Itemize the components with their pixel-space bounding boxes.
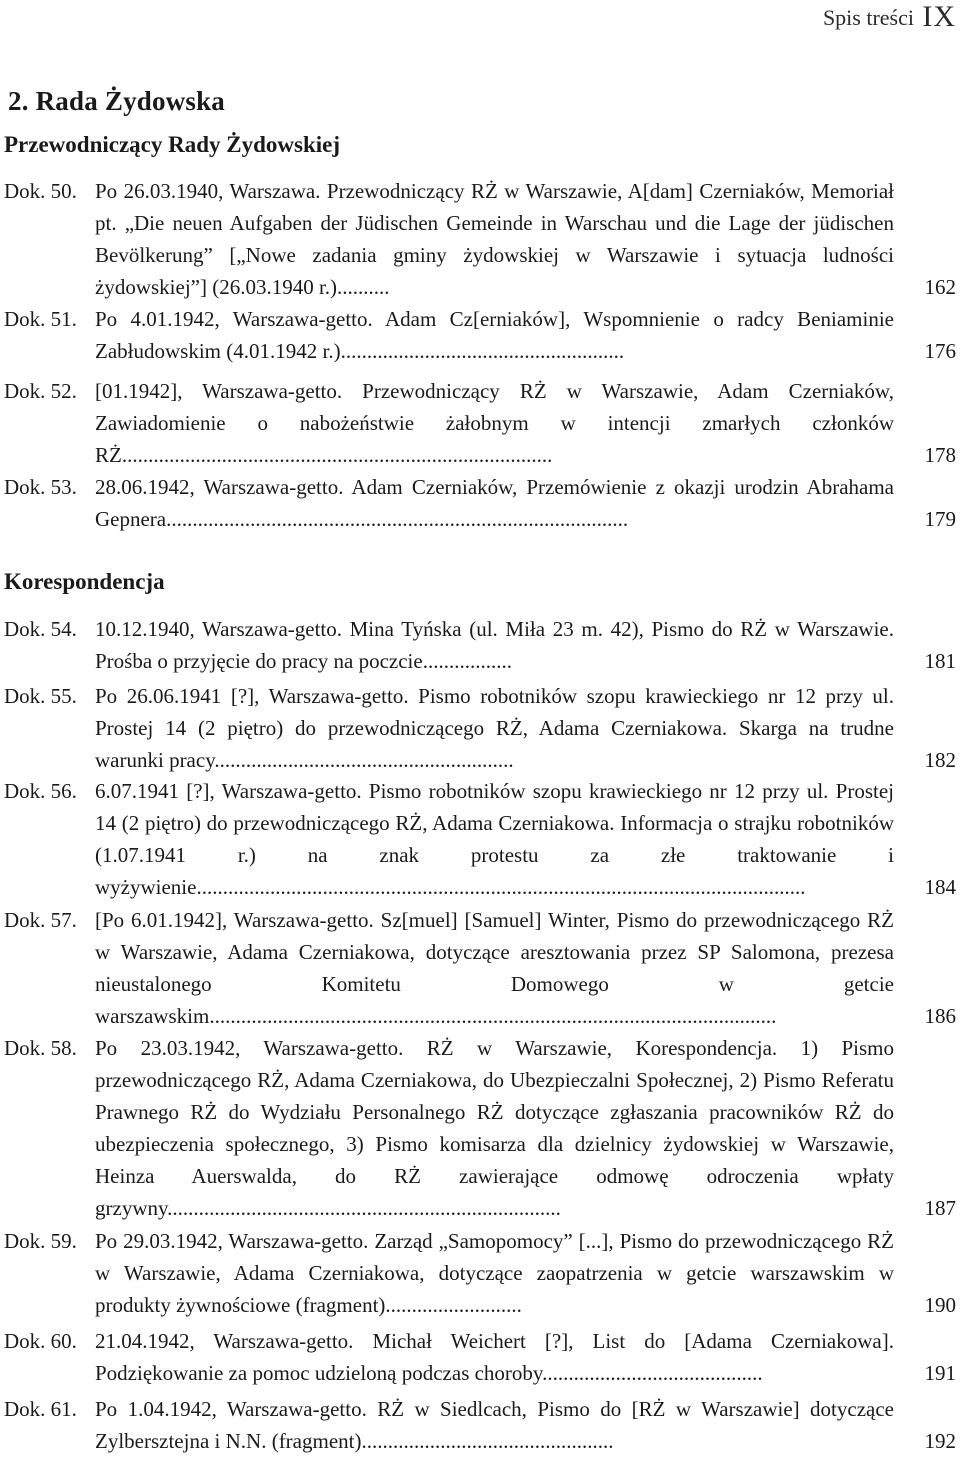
- toc-entry-dok-51: Dok. 51. Po 4.01.1942, Warszawa-getto. Adam Cz[erniaków], Wspomnienie o radcy Beniaminie Zabłudowskim (4.01.1942 r.)...................................................... 176: [4, 303, 956, 367]
- entry-page-number: 191: [924, 1361, 956, 1385]
- entry-text: 21.04.1942, Warszawa-getto. Michał Weichert [?], List do [Adama Czerniakowa]. Podziękowanie za pomoc udzieloną podczas choroby: [95, 1329, 894, 1385]
- toc-entry-dok-54: Dok. 54. 10.12.1940, Warszawa-getto. Mina Tyńska (ul. Miła 23 m. 42), Pismo do RŻ w Warszawie. Prośba o przyjęcie do pracy na poczcie................. 181: [4, 613, 956, 677]
- toc-entry-dok-50: Dok. 50. Po 26.03.1940, Warszawa. Przewodniczący RŻ w Warszawie, A[dam] Czerniaków, Memoriał pt. „Die neuen Aufgaben der Jüdischen Gemeinde in Warschau und die Lage der jüdischen Bevölkerung” [„Nowe zadania gminy żydowskiej w Warszawie i sytuacja ludności żydowskiej”] (26.03.1940 r.).......... 162: [4, 175, 956, 303]
- entry-text: [01.1942], Warszawa-getto. Przewodniczący RŻ w Warszawie, Adam Czerniaków, Zawiadomienie o nabożeństwie żałobnym w intencji zmarłych członków RŻ: [95, 379, 894, 467]
- toc-entry-dok-61: Dok. 61. Po 1.04.1942, Warszawa-getto. RŻ w Siedlcach, Pismo do [RŻ w Warszawie] dotyczące Zylbersztejna i N.N. (fragment)................................................ 192: [4, 1393, 956, 1457]
- toc-entry-dok-59: Dok. 59. Po 29.03.1942, Warszawa-getto. Zarząd „Samopomocy” [...], Pismo do przewodniczącego RŻ w Warszawie, Adama Czerniakowa, dotyczące zaopatrzenia w getcie warszawskim w produkty żywnościowe (fragment).......................... 190: [4, 1225, 956, 1321]
- page-header: [0, 0, 960, 40]
- entry-text: Po 23.03.1942, Warszawa-getto. RŻ w Warszawie, Korespondencja. 1) Pismo przewodniczącego RŻ, Adama Czerniakowa, do Ubezpieczalni Społecznej, 2) Pismo Referatu Prawnego RŻ do Wydziału Personalnego RŻ dotyczące zgłaszania pracowników RŻ do ubezpieczenia społecznego, 3) Pismo komisarza dla dzielnicy żydowskiej w Warszawie, Heinza Auerswalda, do RŻ zawierające odmowę odroczenia wpłaty grzywny: [95, 1036, 894, 1220]
- toc-entry-dok-58: Dok. 58. Po 23.03.1942, Warszawa-getto. RŻ w Warszawie, Korespondencja. 1) Pismo przewodniczącego RŻ, Adama Czerniakowa, do Ubezpieczalni Społecznej, 2) Pismo Referatu Prawnego RŻ do Wydziału Personalnego RŻ dotyczące zgłaszania pracowników RŻ do ubezpieczenia społecznego, 3) Pismo komisarza dla dzielnicy żydowskiej w Warszawie, Heinza Auerswalda, do RŻ zawierające odmowę odroczenia wpłaty grzywny........................................................................... 187: [4, 1032, 956, 1224]
- entry-page-number: 187: [924, 1196, 956, 1220]
- entry-page-number: 182: [924, 748, 956, 772]
- entry-page-number: 176: [924, 339, 956, 363]
- toc-entry-dok-57: Dok. 57. [Po 6.01.1942], Warszawa-getto. Sz[muel] [Samuel] Winter, Pismo do przewodniczącego RŻ w Warszawie, Adama Czerniakowa, dotyczące aresztowania przez SP Salomona, prezesa nieustalonego Komitetu Domowego w getcie warszawskim............................................................................................................ 186: [4, 904, 956, 1032]
- entry-label: Dok. 52.: [4, 379, 77, 403]
- entry-label: Dok. 60.: [4, 1329, 77, 1353]
- entry-text: Po 1.04.1942, Warszawa-getto. RŻ w Siedlcach, Pismo do [RŻ w Warszawie] dotyczące Zylbersztejna i N.N. (fragment): [95, 1397, 894, 1453]
- entry-label: Dok. 53.: [4, 475, 77, 499]
- entry-label: Dok. 56.: [4, 779, 77, 803]
- entry-page-number: 186: [924, 1004, 956, 1028]
- entry-text: 28.06.1942, Warszawa-getto. Adam Czerniaków, Przemówienie z okazji urodzin Abrahama Gepnera: [95, 475, 894, 531]
- entry-page-number: 192: [924, 1429, 956, 1453]
- entry-page-number: 178: [924, 443, 956, 467]
- header-page-number: IX: [922, 0, 956, 33]
- entry-text: 6.07.1941 [?], Warszawa-getto. Pismo robotników szopu krawieckiego nr 12 przy ul. Prostej 14 (2 piętro) do przewodniczącego RŻ, Adama Czerniakowa. Informacja o strajku robotników (1.07.1941 r.) na znak protestu za złe traktowanie i wyżywienie: [95, 779, 894, 899]
- section-title-korespondencja: Korespondencja: [4, 569, 165, 594]
- entry-text: Po 29.03.1942, Warszawa-getto. Zarząd „Samopomocy” [...], Pismo do przewodniczącego RŻ w Warszawie, Adama Czerniakowa, dotyczące zaopatrzenia w getcie warszawskim w produkty żywnościowe (fragment): [95, 1229, 894, 1317]
- toc-entry-dok-53: Dok. 53. 28.06.1942, Warszawa-getto. Adam Czerniaków, Przemówienie z okazji urodzin Abrahama Gepnera........................................................................................ 179: [4, 471, 956, 535]
- entry-text: Po 26.03.1940, Warszawa. Przewodniczący RŻ w Warszawie, A[dam] Czerniaków, Memoriał pt. „Die neuen Aufgaben der Jüdischen Gemeinde in Warschau und die Lage der jüdischen Bevölkerung” [„Nowe zadania gminy żydowskiej w Warszawie i sytuacja ludności żydowskiej”] (26.03.1940 r.): [95, 179, 894, 299]
- entry-label: Dok. 58.: [4, 1036, 77, 1060]
- entry-text: [Po 6.01.1942], Warszawa-getto. Sz[muel] [Samuel] Winter, Pismo do przewodniczącego RŻ w Warszawie, Adama Czerniakowa, dotyczące aresztowania przez SP Salomona, prezesa nieustalonego Komitetu Domowego w getcie warszawskim: [95, 908, 894, 1028]
- entry-label: Dok. 50.: [4, 179, 77, 203]
- chapter-title: 2. Rada Żydowska: [8, 86, 226, 116]
- entry-page-number: 184: [924, 875, 956, 899]
- entry-label: Dok. 54.: [4, 617, 77, 641]
- entry-text: 10.12.1940, Warszawa-getto. Mina Tyńska (ul. Miła 23 m. 42), Pismo do RŻ w Warszawie. Prośba o przyjęcie do pracy na poczcie: [95, 617, 894, 673]
- section-title-przewodniczacy: Przewodniczący Rady Żydowskiej: [4, 132, 341, 157]
- toc-entry-dok-60: Dok. 60. 21.04.1942, Warszawa-getto. Michał Weichert [?], List do [Adama Czerniakowa]. Podziękowanie za pomoc udzieloną podczas choroby.......................................... 191: [4, 1325, 956, 1389]
- toc-entry-dok-56: Dok. 56. 6.07.1941 [?], Warszawa-getto. Pismo robotników szopu krawieckiego nr 12 przy ul. Prostej 14 (2 piętro) do przewodniczącego RŻ, Adama Czerniakowa. Informacja o strajku robotników (1.07.1941 r.) na znak protestu za złe traktowanie i wyżywienie.................................................................................................................... 184: [4, 775, 956, 903]
- entry-page-number: 181: [924, 649, 956, 673]
- entry-text: Po 4.01.1942, Warszawa-getto. Adam Cz[erniaków], Wspomnienie o radcy Beniaminie Zabłudowskim (4.01.1942 r.): [95, 307, 894, 363]
- entry-label: Dok. 59.: [4, 1229, 77, 1253]
- entry-page-number: 162: [924, 275, 956, 299]
- entry-page-number: 179: [924, 507, 956, 531]
- entry-label: Dok. 61.: [4, 1397, 77, 1421]
- toc-entry-dok-52: Dok. 52. [01.1942], Warszawa-getto. Przewodniczący RŻ w Warszawie, Adam Czerniaków, Zawiadomienie o nabożeństwie żałobnym w intencji zmarłych członków RŻ.................................................................................. 178: [4, 375, 956, 471]
- entry-label: Dok. 51.: [4, 307, 77, 331]
- entry-label: Dok. 57.: [4, 908, 77, 932]
- header-title: Spis treści: [822, 5, 914, 30]
- entry-label: Dok. 55.: [4, 684, 77, 708]
- toc-entry-dok-55: Dok. 55. Po 26.06.1941 [?], Warszawa-getto. Pismo robotników szopu krawieckiego nr 12 przy ul. Prostej 14 (2 piętro) do przewodniczącego RŻ, Adama Czerniakowa. Skarga na trudne warunki pracy......................................................... 182: [4, 680, 956, 776]
- entry-page-number: 190: [924, 1293, 956, 1317]
- entry-text: Po 26.06.1941 [?], Warszawa-getto. Pismo robotników szopu krawieckiego nr 12 przy ul. Prostej 14 (2 piętro) do przewodniczącego RŻ, Adama Czerniakowa. Skarga na trudne warunki pracy: [95, 684, 894, 772]
